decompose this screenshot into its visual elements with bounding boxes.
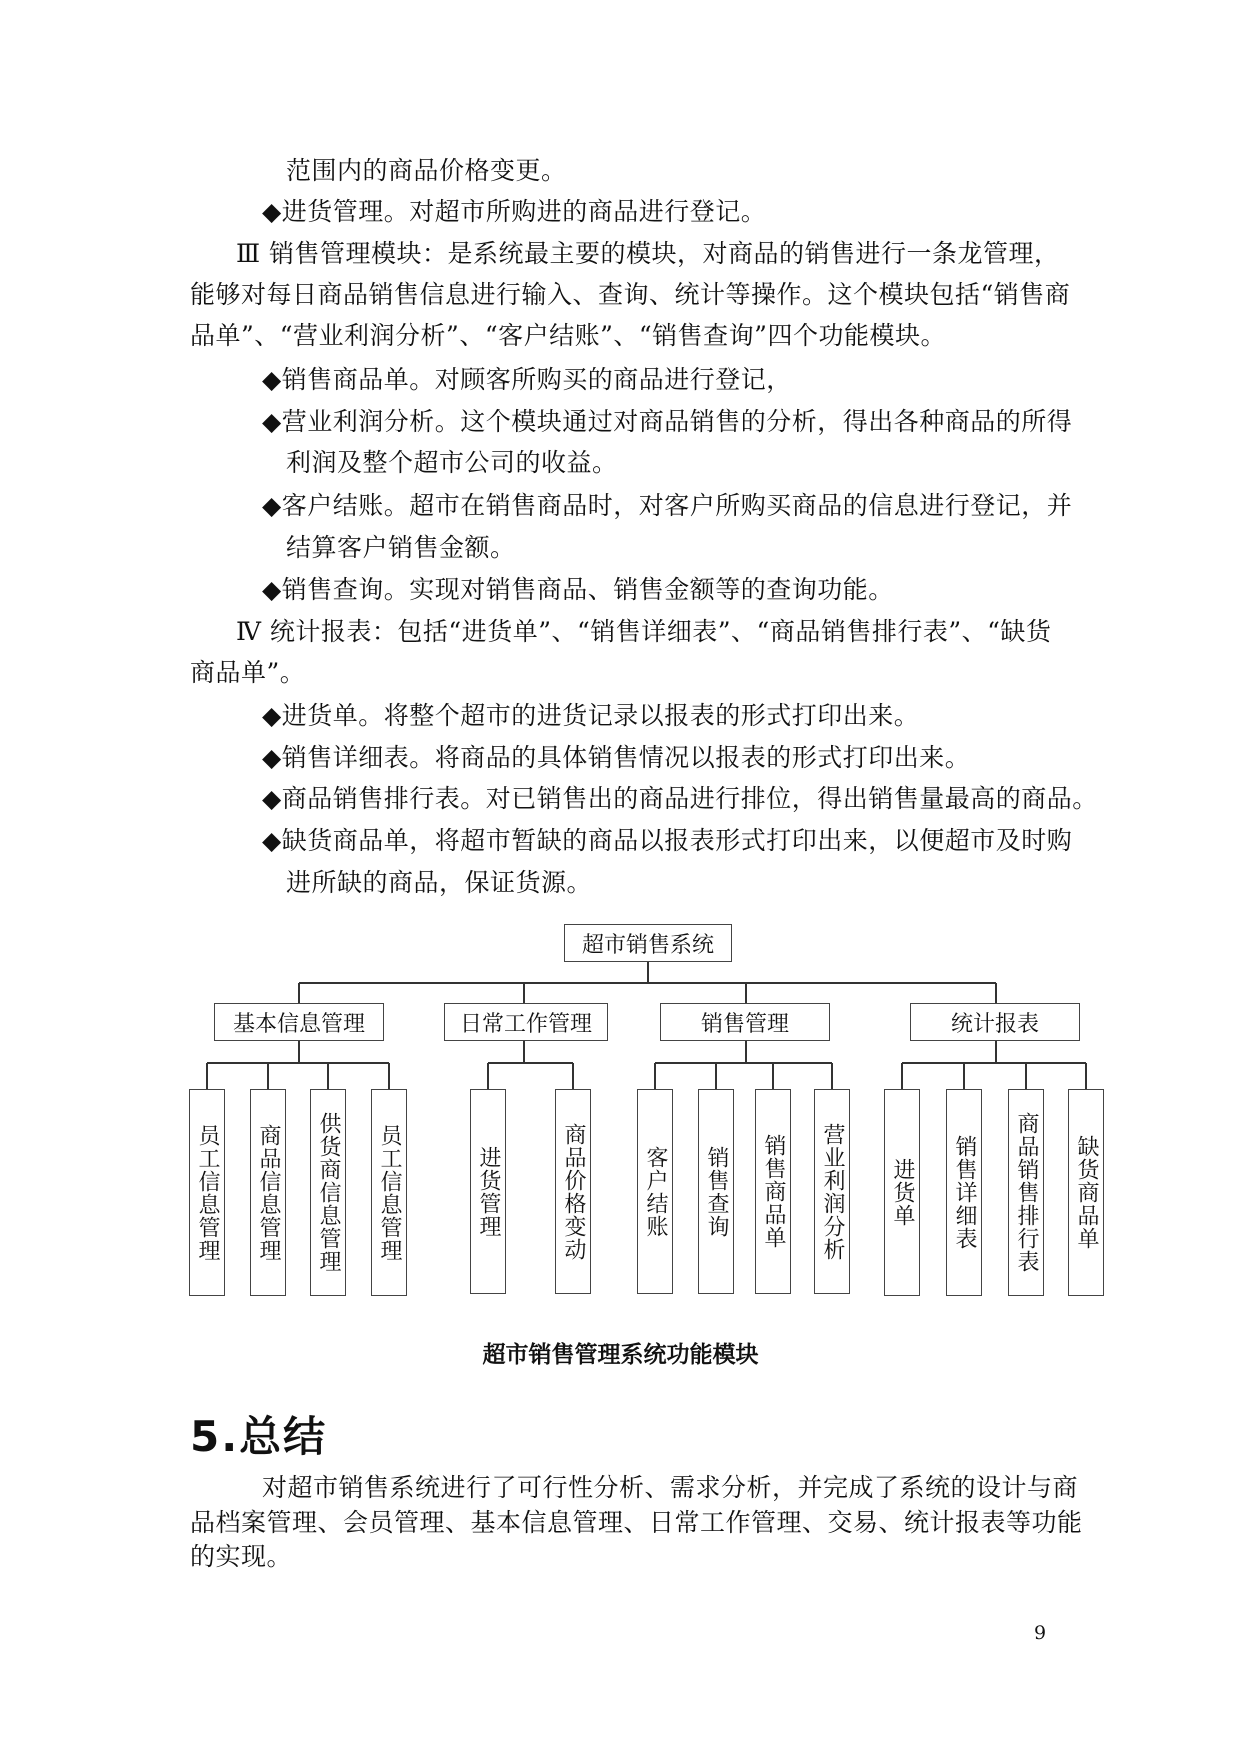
diagram-root-node: 超市销售系统 xyxy=(564,924,732,962)
paragraph-line: ◆进货管理。对超市所购进的商品进行登记。 xyxy=(262,197,767,226)
paragraph-line: ◆客户结账。超市在销售商品时，对客户所购买商品的信息进行登记，并 xyxy=(262,491,1073,520)
paragraph-line: 商品单”。 xyxy=(190,658,306,687)
diagram-module-node: 统计报表 xyxy=(910,1003,1080,1041)
conclusion-line: 品档案管理、会员管理、基本信息管理、日常工作管理、交易、统计报表等功能 xyxy=(190,1508,1083,1537)
diagram-leaf-node: 销售查询 xyxy=(698,1089,734,1294)
conclusion-line: 的实现。 xyxy=(190,1542,293,1571)
paragraph-line: 品单”、“营业利润分析”、“客户结账”、“销售查询”四个功能模块。 xyxy=(190,321,946,350)
paragraph-line: 结算客户销售金额。 xyxy=(286,533,516,562)
diagram-module-node: 基本信息管理 xyxy=(214,1003,384,1041)
paragraph-line: ◆商品销售排行表。对已销售出的商品进行排位，得出销售量最高的商品。 xyxy=(262,784,1098,813)
diagram-leaf-node: 进货管理 xyxy=(470,1089,506,1294)
diagram-leaf-node: 员工信息管理 xyxy=(371,1089,407,1296)
paragraph-line: 范围内的商品价格变更。 xyxy=(286,156,567,185)
page-number: 9 xyxy=(1034,1622,1047,1644)
section-heading: 5.总结 xyxy=(190,1412,328,1461)
paragraph-line: ◆营业利润分析。这个模块通过对商品销售的分析，得出各种商品的所得 xyxy=(262,407,1073,436)
paragraph-line: Ⅳ 统计报表：包括“进货单”、“销售详细表”、“商品销售排行表”、“缺货 xyxy=(236,617,1052,646)
paragraph-line: ◆销售查询。实现对销售商品、销售金额等的查询功能。 xyxy=(262,575,894,604)
conclusion-line: 对超市销售系统进行了可行性分析、需求分析，并完成了系统的设计与商 xyxy=(262,1473,1079,1502)
paragraph-line: ◆销售详细表。将商品的具体销售情况以报表的形式打印出来。 xyxy=(262,743,971,772)
paragraph-line: 利润及整个超市公司的收益。 xyxy=(286,448,618,477)
diagram-leaf-node: 员工信息管理 xyxy=(189,1089,225,1296)
diagram-leaf-node: 商品价格变动 xyxy=(555,1089,591,1294)
diagram-module-node: 日常工作管理 xyxy=(444,1003,608,1041)
diagram-leaf-node: 客户结账 xyxy=(637,1089,673,1294)
paragraph-line: ◆销售商品单。对顾客所购买的商品进行登记， xyxy=(262,365,792,394)
diagram-module-node: 销售管理 xyxy=(660,1003,830,1041)
diagram-leaf-node: 缺货商品单 xyxy=(1068,1089,1104,1296)
diagram-leaf-node: 进货单 xyxy=(884,1089,920,1296)
paragraph-line: ◆缺货商品单，将超市暂缺的商品以报表形式打印出来，以便超市及时购 xyxy=(262,826,1073,855)
paragraph-line: Ⅲ 销售管理模块：是系统最主要的模块，对商品的销售进行一条龙管理， xyxy=(236,239,1060,268)
diagram-leaf-node: 销售详细表 xyxy=(946,1089,982,1296)
diagram-leaf-node: 商品销售排行表 xyxy=(1008,1089,1044,1296)
paragraph-line: 能够对每日商品销售信息进行输入、查询、统计等操作。这个模块包括“销售商 xyxy=(190,280,1071,309)
paragraph-line: ◆进货单。将整个超市的进货记录以报表的形式打印出来。 xyxy=(262,701,920,730)
paragraph-line: 进所缺的商品，保证货源。 xyxy=(286,868,593,897)
diagram-leaf-node: 商品信息管理 xyxy=(250,1089,286,1296)
diagram-leaf-node: 销售商品单 xyxy=(755,1089,791,1294)
diagram-leaf-node: 供货商信息管理 xyxy=(310,1089,346,1296)
diagram-caption: 超市销售管理系统功能模块 xyxy=(482,1342,759,1368)
diagram-leaf-node: 营业利润分析 xyxy=(814,1089,850,1294)
